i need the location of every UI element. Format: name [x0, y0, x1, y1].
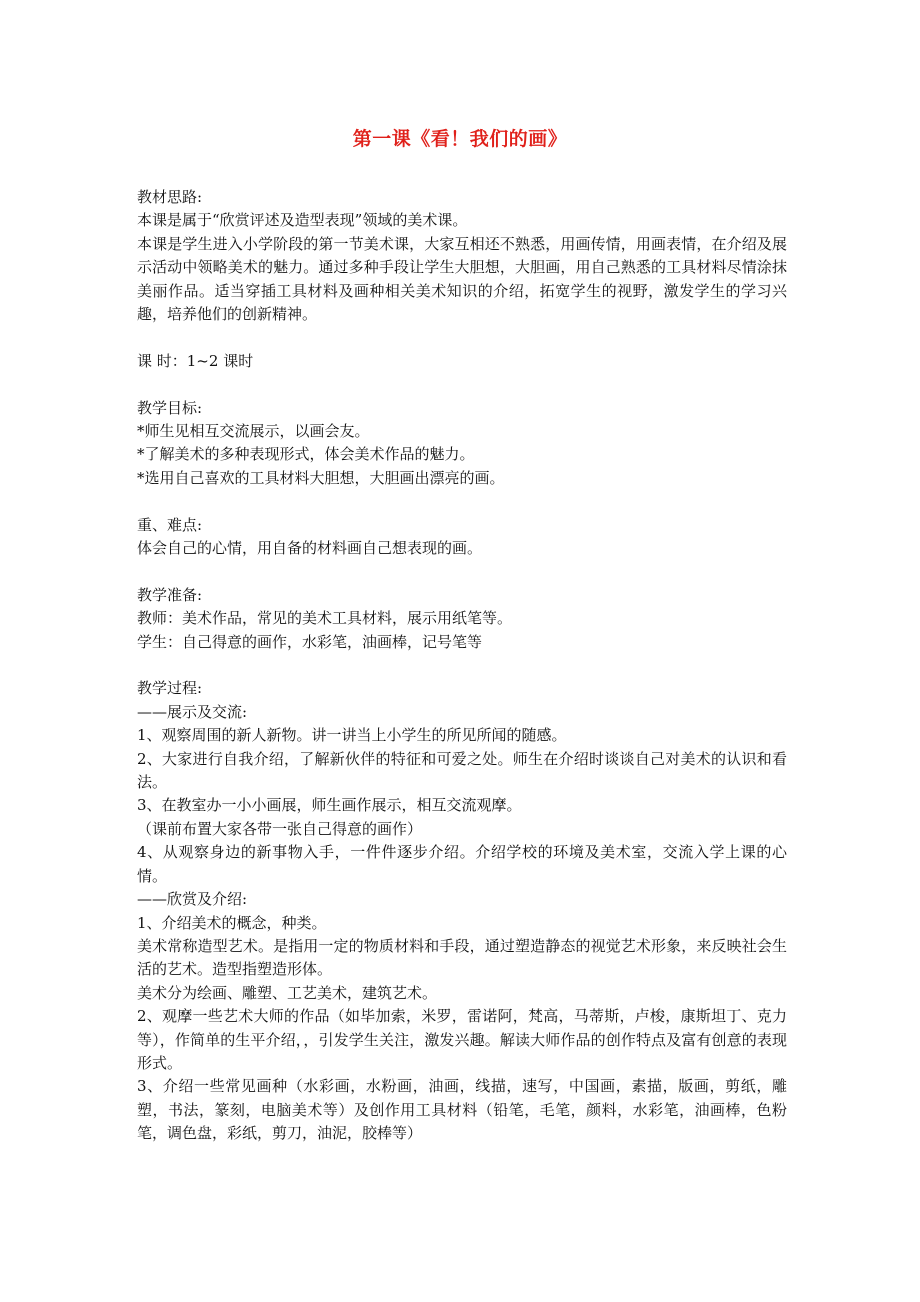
process-item: 美术分为绘画、雕塑、工艺美术，建筑艺术。	[137, 983, 438, 1002]
process-item: 2、观摩一些艺术大师的作品（如毕加索，米罗，雷诺阿，梵高，马蒂斯，卢梭，康斯坦丁、克力等），作简单的生平介绍，，引发学生关注，激发兴趣。解读大师作品的创作特点及富有创意的表现形式。	[137, 1007, 787, 1072]
process-item: 4、从观察身边的新事物入手，一件件逐步介绍。介绍学校的环境及美术室，交流入学上课的心情。	[137, 843, 787, 885]
class-hours: 课 时：1~2 课时	[137, 351, 254, 370]
process-item: （课前布置大家各带一张自己得意的画作）	[137, 819, 423, 838]
subsection-heading: ——展示及交流:	[137, 702, 248, 721]
section-heading-thinking: 教材思路:	[137, 188, 203, 206]
prep-student: 学生：自己得意的画作，水彩笔，油画棒，记号笔等	[137, 632, 483, 651]
subsection-heading: ——欣赏及介绍:	[137, 890, 248, 909]
section-heading-prep: 教学准备:	[137, 585, 203, 604]
section-heading-process: 教学过程:	[137, 679, 203, 698]
goal-item: *师生见相互交流展示，以画会友。	[137, 422, 370, 441]
section-heading-goals: 教学目标:	[137, 398, 203, 417]
prep-teacher: 教师：美术作品，常见的美术工具材料，展示用纸笔等。	[137, 609, 513, 628]
section-heading-key: 重、难点:	[137, 515, 203, 534]
process-item: 1、介绍美术的概念，种类。	[137, 913, 327, 932]
page-title: 第一课《看！我们的画》	[352, 128, 568, 150]
goal-item: *了解美术的多种表现形式，体会美术作品的魅力。	[137, 445, 475, 464]
process-item: 2、大家进行自我介绍，了解新伙伴的特征和可爱之处。师生在介绍时谈谈自己对美术的认识和看法。	[137, 749, 787, 792]
thinking-paragraph: 本课是学生进入小学阶段的第一节美术课，大家互相还不熟悉，用画传情，用画表情，在介绍及展示活动中领略美术的魅力。通过多种手段让学生大胆想，大胆画，用自己熟悉的工具材料尽情涂抹美丽作品。适当穿插工具材料及画种相关美术知识的介绍，拓宽学生的视野，激发学生的学习兴趣，培养他们的创新精神。	[137, 234, 787, 324]
process-item: 美术常称造型艺术。是指用一定的物质材料和手段，通过塑造静态的视觉艺术形象，来反映社会生活的艺术。造型指塑造形体。	[137, 936, 787, 979]
key-text: 体会自己的心情，用自备的材料画自己想表现的画。	[137, 539, 483, 558]
process-item: 3、在教室办一小小画展，师生画作展示，相互交流观摩。	[137, 796, 522, 815]
process-item: 1、观察周围的新人新物。讲一讲当上小学生的所见所闻的随感。	[137, 726, 567, 745]
thinking-line: 本课是属于“欣赏评述及造型表现”领域的美术课。	[137, 211, 468, 230]
goal-item: *选用自己喜欢的工具材料大胆想，大胆画出漂亮的画。	[137, 468, 505, 487]
document-body	[137, 186, 787, 1146]
process-item: 3、介绍一些常见画种（水彩画，水粉画，油画，线描，速写，中国画，素描，版画，剪纸，雕塑，书法，篆刻，电脑美术等）及创作用工具材料（铅笔，毛笔，颜料，水彩笔，油画棒，色粉笔，调色盘，彩纸，剪刀，油泥，胶棒等）	[137, 1077, 787, 1143]
